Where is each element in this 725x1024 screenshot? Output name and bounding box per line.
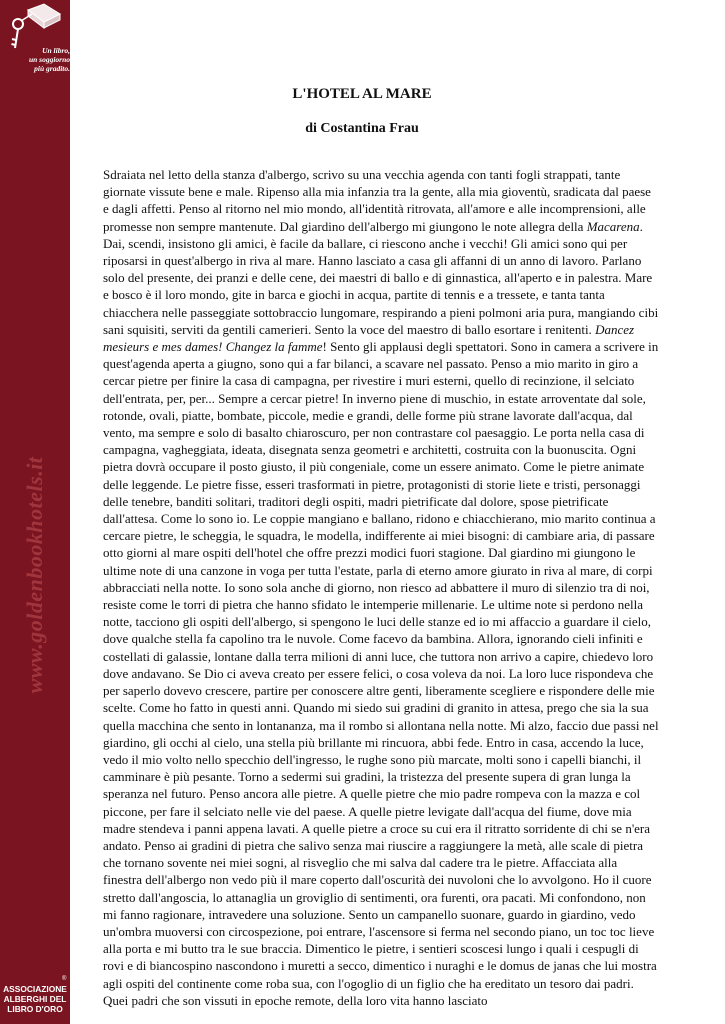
body-segment-5: ! Sento gli applausi degli spettatori. Sono in camera a scrivere in quest'agenda aperta a giugno, sono qui a far bilanci, a scavare nel passato. Penso a mio marito in giro a cercar pietre per finire la casa di campagna, per rivestire i muri esterni, quello di recinzione, il selciato dell'entrata, per, per... Sempre a cercar pietre! In inverno piene di muschio, in estate arroventate dal sole, rotonde, ovali, piatte, bombate, piccole, medie e grandi, delle forme più strane lavorate dall'acqua, dal vento, ma sempre e solo di basalto chiaroscuro, per non contrastare col paesaggio. Le porta nella casa di campagna, vagheggiata, ideata, disegnata senza geometri e architetti, costruita con la buonuscita. Ogni pietra dovrà occupare il posto giusto, il più congeniale, come un essere animato. Come le pietre animate delle leggende. Le pietre fisse, esseri trasformati in pietre, protagonisti di storie liete e tristi, personaggi delle tenebre, banditi solitari, traditori degli ospiti, madri pietrificate dal dolore, spose pietrificate dall'attesa. Come lo sono io. Le coppie mangiano e ballano, ridono e chiacchierano, mio marito continua a cercare pietre, le scheggia, le squadra, le modella, indifferente ai miei bisogni: di cambiare aria, di passare otto giorni al mare ospiti dell'hotel che offre prezzi modici fuori stagione. Dal giardino mi giungono le ultime note di una canzone in voga per tutta l'estate, parla di eterno amore giurato in riva al mare, di corpi abbracciati nella notte. Io sono sola anche di giorno, non riesco ad abbattere il muro di silenzio tra di noi, resiste come le torri di pietra che hanno sfidato le intemperie millenarie. Le ultime note si perdono nella notte, tacciono gli ospiti dell'albergo, si spengono le luci delle stanze ed io mi affaccio a guardare il cielo, dove qualche stella fa capolino tra le nuvole. Come facevo da bambina. Allora, ignorando cieli infiniti e costellati di galassie, lontane dalla terra milioni di anni luce, che tuttora non arrivo a capire, chiedevo loro dove andavano. Se Dio ci aveva creato per essere felici, o cosa voleva da noi. La loro luce rispondeva che per saperlo dovevo crescere, partire per conoscere altre genti, liberamente scegliere e rispondere delle mie scelte. Come ho fatto in questi anni. Quando mi siedo sui gradini di granito in attesa, prego che sia la sua quella macchina che sento in lontananza, ma il rombo si allontana nella notte. Mi alzo, faccio due passi nel giardino, gli occhi al cielo, una stella più brillante mi rincuora, abbi fede. Entro in casa, accendo la luce, vedo il mio volto nello specchio dell'ingresso, le rughe sono più marcate, molti sono i capelli bianchi, il camminare è più pesante. Torno a sedermi sui gradini, la tristezza del presente supera di gran lunga la speranza nel futuro. Penso ancora alle pietre. A quelle pietre che mio padre rompeva con la mazza e col piccone, per fare il selciato nelle vie del paese. A quelle pietre levigate dall'acqua del fiume, dove mia madre stendeva i panni appena lavati. A quelle pietre a croce su cui era il ritratto sorridente di chi se n'era andato. Penso ai gradini di pietra che salivo senza mai riuscire a raggiungere la metà, alle scale di pietra che tornano sovente nei miei sogni, al risveglio che mi salva dal cadere tra le pietre. Affacciata alla finestra dell'albergo non vedo più il mare coperto dall'oscurità dei nuvoloni che lo avvolgono. Ho il cuore stretto dall'angoscia, lo attanaglia un groviglio di sentimenti, ora furenti, ora pacati. Mi confondono, non mi fanno ragionare, intravedere una soluzione. Sento un campanello suonare, guardo in giardino, vedo un'ombra muoversi con circospezione, poi entrare, l'ascensore si ferma nel secondo piano, un toc toc lieve alla porta e mi butto tra le sue braccia. Dimentico le pietre, i sentieri scoscesi lungo i quali i cespugli di rovi e di biancospino nascondono i muretti a secco, dimentico i nuraghi e le domus de janas che lui mostra agli ospiti del continente come roba sua, con l'ogoglio di un figlio che ha ereditato un tesoro dai padri. Quei padri che son vissuti in epoche remote, della loro vita hanno lasciato (103, 339, 659, 1008)
association-line-2: ALBERGHI DEL (3, 994, 67, 1004)
book-key-logo[interactable] (2, 2, 68, 82)
sidebar (0, 0, 70, 1024)
article-author: di Costantina Frau (305, 121, 419, 136)
body-segment-1: Sdraiata nel letto della stanza d'albergo, scrivo su una vecchia agenda con tanti fogli strappati, tante giornate vissute bene e male. Ripenso alla mia infanzia tra la gente, alla mia gioventù, sradicata dal paese e dagli affetti. Penso al ritorno nel mio mondo, all'identità ritrovata, all'amore e alle incomprensioni, alle promesse non sempre mantenute. Dal giardino dell'albergo mi giungono le note allegra della (103, 167, 651, 234)
logo-tagline (6, 46, 70, 73)
website-url[interactable]: www.goldenbookhotels.it (22, 456, 47, 694)
logo-tagline-line-2: un soggiorno (28, 55, 70, 64)
logo-tagline-line-3: più gradito. (34, 64, 70, 73)
association-logo (0, 984, 70, 1024)
body-segment-4: Dancez mesieurs e mes dames! Changez la famme (103, 321, 635, 355)
logo-tagline-line-1: Un libro, (42, 46, 70, 55)
association-line-1: ASSOCIAZIONE (3, 984, 67, 994)
book-key-icon (2, 2, 68, 52)
article-body (103, 166, 659, 1009)
registered-mark: ® (62, 976, 67, 982)
article-title: L'HOTEL AL MARE (292, 86, 432, 102)
association-line-3: LIBRO D'ORO (7, 1004, 63, 1014)
body-segment-3: . Dai, scendi, insistono gli amici, è facile da ballare, ci riescono anche i vecchi! Gli amici sono qui per riposarsi in quest'albergo in riva al mare. Hanno lasciato a casa gli affanni di un anno di lavoro. Parlano solo del presente, dei pranzi e delle cene, dei maestri di ballo e di ginnastica, all'aperto e in palestra. Mare e bosco è il loro mondo, gite in barca e giochi in acqua, partite di tennis e a tressete, e tanta tanta chiacchera nelle passeggiate sottobraccio lungomare, respirando a pieni polmoni aria pura, mangiando cibi sani squisiti, serviti da gentili camerieri. Sento la voce del maestro di ballo esortare i renitenti. (103, 218, 659, 337)
body-segment-2: Macarena (586, 218, 640, 234)
